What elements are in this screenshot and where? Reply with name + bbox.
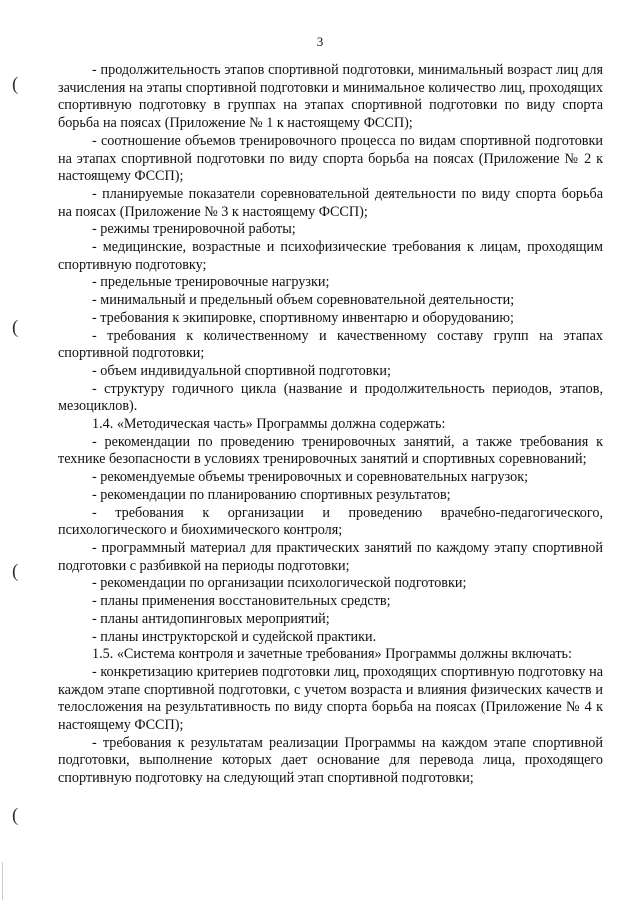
binder-hole-mark: ( [12,561,19,582]
paragraph: - структуру годичного цикла (название и продолжительность периодов, этапов, мезоциклов). [58,380,603,415]
paragraph: - требования к результатам реализации Программы на каждом этапе спортивной подготовки, выполнение которых дает основание для перевода лица, проходящего спортивную подготовку на следующий этап спортивной подготовки; [58,734,603,787]
paragraph: - планы антидопинговых мероприятий; [92,610,330,627]
binder-hole-mark: ( [12,74,19,95]
paragraph: - медицинские, возрастные и психофизические требования к лицам, проходящим спортивную подготовку; [58,239,603,273]
paragraph: - соотношение объемов тренировочного процесса по видам спортивной подготовки на этапах спортивной подготовки по виду спорта борьба на поясах (Приложение № 2 к настоящему ФССП); [58,132,603,185]
paragraph: - минимальный и предельный объем соревновательной деятельности; [92,292,515,309]
paragraph: - программный материал для практических занятий по каждому этапу спортивной подготовки с разбивкой на периоды подготовки; [58,539,603,574]
paragraph: - требования к экипировке, спортивному инвентарю и оборудованию; [92,309,514,326]
paragraph: - рекомендуемые объемы тренировочных и соревновательных нагрузок; [92,469,529,486]
paragraph: - объем индивидуальной спортивной подготовки; [92,362,391,379]
binder-hole-mark: ( [12,317,19,338]
paragraph: - планы применения восстановительных средств; [92,593,391,610]
paragraph: - требования к количественному и качественному составу групп на этапах спортивной подготовки; [58,327,603,362]
paragraph: - продолжительность этапов спортивной подготовки, минимальный возраст лиц для зачисления на этапы спортивной подготовки и минимальное количество лиц, проходящих спортивную подготовку в группах на этапах спортивной подготовки по виду спорта борьба на поясах (Приложение № 1 к настоящему ФССП); [58,62,603,132]
paragraph: - рекомендации по проведению тренировочных занятий, а также требования к технике безопасности в условиях тренировочных занятий и спортивных соревнований; [58,433,603,468]
paragraph: - планируемые показатели соревновательной деятельности по виду спорта борьба на поясах (Приложение № 3 к настоящему ФССП); [58,185,603,220]
binder-hole-mark: ( [12,805,19,826]
page-number: 3 [316,34,324,49]
paragraph: - требования к организации и проведению врачебно-педагогического, психологического и биохимического контроля; [58,504,603,539]
paragraph: - рекомендации по организации психологической подготовки; [92,575,467,592]
section-heading: 1.4. «Методическая часть» Программы должна содержать: [92,416,446,433]
section-heading: 1.5. «Система контроля и зачетные требования» Программы должны включать: [92,646,572,663]
scan-edge-mark [2,862,6,900]
paragraph: - режимы тренировочной работы; [92,221,296,238]
paragraph: - планы инструкторской и судейской практики. [92,628,377,645]
paragraph: - предельные тренировочные нагрузки; [92,274,330,291]
document-body [58,62,603,788]
paragraph: - рекомендации по планированию спортивных результатов; [92,486,451,503]
paragraph: - конкретизацию критериев подготовки лиц, проходящих спортивную подготовку на каждом этапе спортивной подготовки, с учетом возраста и влияния физических качеств и телосложения на результативность по виду спорта борьба на поясах (Приложение № 4 к настоящему ФССП); [58,663,603,734]
